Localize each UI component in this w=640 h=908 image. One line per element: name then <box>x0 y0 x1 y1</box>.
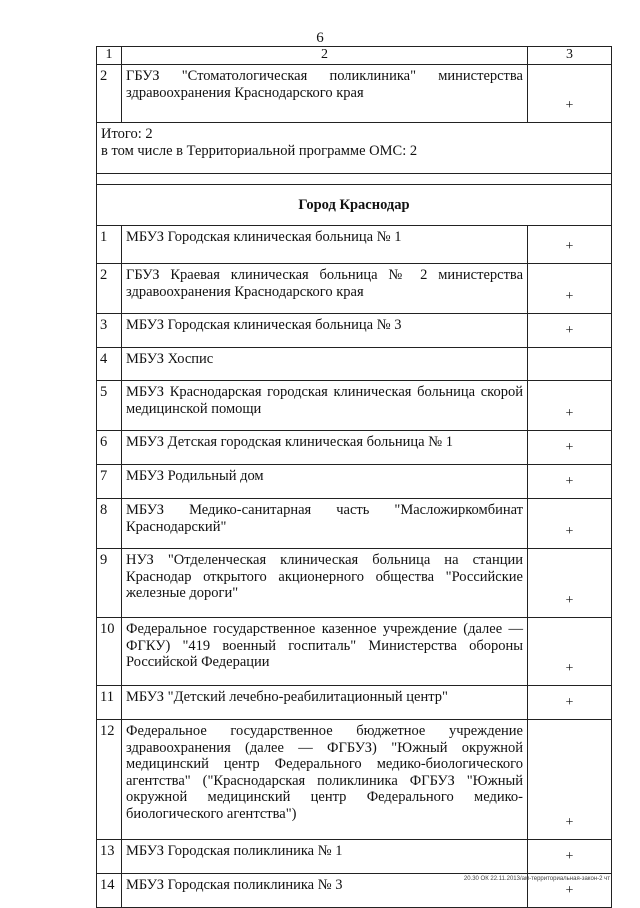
row-number: 14 <box>97 874 122 908</box>
table-row <box>97 686 612 720</box>
row-number: 8 <box>97 499 122 549</box>
row-name: НУЗ "Отделенческая клиническая больница на станции Краснодар открытого акционерного общества "Российские железные дороги" <box>122 549 528 618</box>
row-name: МБУЗ Краснодарская городская клиническая больница скорой медицинской помощи <box>122 381 528 431</box>
facilities-table <box>96 46 612 908</box>
table-row <box>97 226 612 264</box>
row-number: 12 <box>97 720 122 840</box>
header-col-1: 1 <box>97 47 122 65</box>
table-header-row <box>97 47 612 65</box>
footer-note: 20.30 ОК 22.11.2013/ам-территориальная-закон-2 чт <box>463 876 610 882</box>
total-line-1: Итого: 2 <box>101 126 153 142</box>
table-row <box>97 314 612 348</box>
header-col-3: 3 <box>528 47 612 65</box>
row-name: МБУЗ Городская клиническая больница № 1 <box>122 226 528 264</box>
row-name: МБУЗ Городская клиническая больница № 3 <box>122 314 528 348</box>
row-mark: + <box>528 465 612 499</box>
table-row <box>97 431 612 465</box>
section-row <box>97 185 612 226</box>
row-mark: + <box>528 840 612 874</box>
table-row <box>97 618 612 686</box>
row-number: 4 <box>97 348 122 381</box>
total-cell <box>97 123 612 174</box>
row-name: МБУЗ "Детский лечебно-реабилитационный центр" <box>122 686 528 720</box>
row-mark: + <box>528 431 612 465</box>
row-mark <box>528 348 612 381</box>
total-row <box>97 123 612 174</box>
row-number: 1 <box>97 226 122 264</box>
table-row <box>97 549 612 618</box>
row-mark: + <box>528 720 612 840</box>
table-row <box>97 381 612 431</box>
row-number: 5 <box>97 381 122 431</box>
row-number: 10 <box>97 618 122 686</box>
row-mark: + <box>528 264 612 314</box>
row-mark: + <box>528 874 612 908</box>
row-mark: + <box>528 499 612 549</box>
row-name: МБУЗ Детская городская клиническая больница № 1 <box>122 431 528 465</box>
row-name: МБУЗ Городская поликлиника № 1 <box>122 840 528 874</box>
table-row <box>97 840 612 874</box>
table-row <box>97 720 612 840</box>
total-line-2: в том числе в Территориальной программе ОМС: 2 <box>101 142 418 159</box>
row-name: МБУЗ Городская поликлиника № 3 <box>122 874 528 908</box>
row-name: МБУЗ Медико-санитарная часть "Масложиркомбинат Краснодарский" <box>122 499 528 549</box>
page-number: 6 <box>316 30 324 46</box>
row-number: 13 <box>97 840 122 874</box>
row-number: 7 <box>97 465 122 499</box>
header-col-2: 2 <box>122 47 528 65</box>
row-number: 9 <box>97 549 122 618</box>
row-number: 2 <box>97 264 122 314</box>
row-number: 3 <box>97 314 122 348</box>
table-row <box>97 264 612 314</box>
table-row <box>97 465 612 499</box>
row-number: 6 <box>97 431 122 465</box>
row-name: ГБУЗ Краевая клиническая больница № 2 министерства здравоохранения Краснодарского края <box>122 264 528 314</box>
row-mark: + <box>528 65 612 123</box>
row-number: 2 <box>97 65 122 123</box>
row-name: МБУЗ Родильный дом <box>122 465 528 499</box>
row-mark: + <box>528 549 612 618</box>
table-row <box>97 65 612 123</box>
row-mark: + <box>528 618 612 686</box>
spacer-row <box>97 174 612 185</box>
row-mark: + <box>528 314 612 348</box>
table-row <box>97 499 612 549</box>
row-name: МБУЗ Хоспис <box>122 348 528 381</box>
table-row <box>97 348 612 381</box>
row-mark: + <box>528 686 612 720</box>
row-number: 11 <box>97 686 122 720</box>
row-name: ГБУЗ "Стоматологическая поликлиника" министерства здравоохранения Краснодарского края <box>122 65 528 123</box>
section-title: Город Краснодар <box>97 185 612 226</box>
row-name: Федеральное государственное бюджетное учреждение здравоохранения (далее — ФГБУЗ) "Южный окружной медицинский центр Федерального медико-биологического агентства" ("Краснодарская поликлиника ФГБУЗ "Южный окружной медицинский центр Федерального медико-биологического агентства") <box>122 720 528 840</box>
row-mark: + <box>528 381 612 431</box>
row-mark: + <box>528 226 612 264</box>
row-name: Федеральное государственное казенное учреждение (далее — ФГКУ) "419 военный госпиталь" Министерства обороны Российской Федерации <box>122 618 528 686</box>
